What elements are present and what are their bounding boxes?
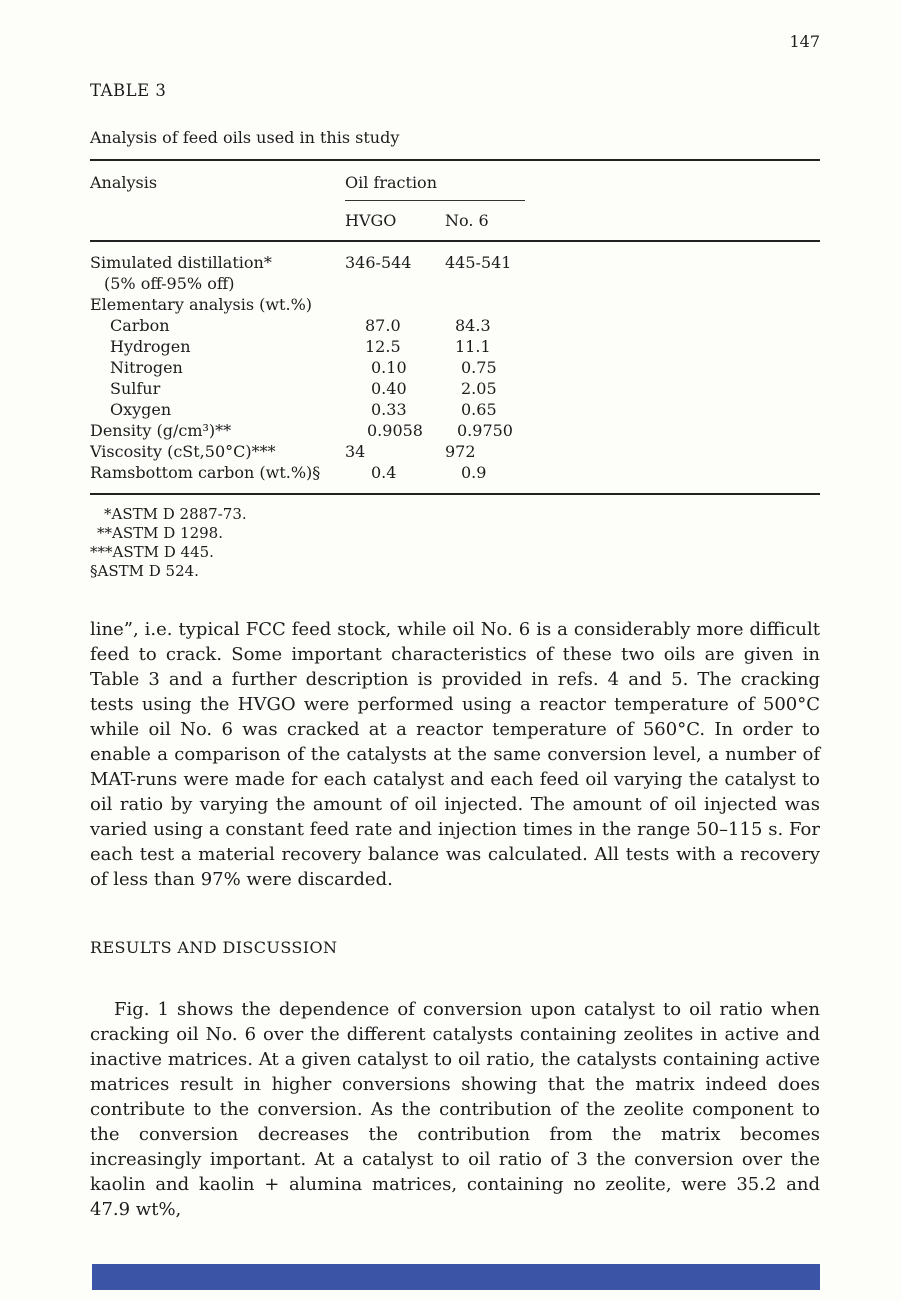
- row-value-no6: 11.1: [455, 337, 491, 356]
- table-header-row-2: [90, 201, 820, 242]
- table-row: [90, 315, 820, 336]
- row-label: Ramsbottom carbon (wt.%)§: [90, 463, 321, 482]
- table-row: [90, 462, 820, 483]
- table-row: [90, 420, 820, 441]
- table-row: [90, 294, 820, 315]
- row-value-hvgo: 0.10: [371, 358, 407, 377]
- row-label: Carbon: [110, 316, 170, 335]
- page-number: 147: [789, 32, 820, 51]
- row-label-line1: Simulated distillation*: [90, 253, 272, 272]
- row-value-no6: 0.75: [461, 358, 497, 377]
- footnote: *ASTM D 2887-73.: [104, 505, 247, 523]
- row-value-no6: 445-541: [445, 253, 512, 272]
- row-value-no6: 0.65: [461, 400, 497, 419]
- bottom-blue-bar: [92, 1264, 820, 1290]
- row-value-hvgo: 12.5: [365, 337, 401, 356]
- column-group: [345, 173, 820, 201]
- row-label: Nitrogen: [110, 358, 183, 377]
- page-content: [90, 0, 820, 1222]
- column-header-hvgo: HVGO: [345, 211, 397, 230]
- row-value-hvgo: 0.33: [371, 400, 407, 419]
- row-value-hvgo: 34: [345, 442, 366, 461]
- feed-oils-table: [90, 159, 820, 495]
- row-value-no6: 972: [445, 442, 476, 461]
- table-caption: Analysis of feed oils used in this study: [90, 128, 400, 147]
- row-value-hvgo: 0.4: [371, 463, 397, 482]
- row-label: Hydrogen: [110, 337, 191, 356]
- row-label: Density (g/cm³)**: [90, 421, 232, 440]
- body-paragraph-2: Fig. 1 shows the dependence of conversion upon catalyst to oil ratio when cracking oil No. 6 over the different catalysts containing zeolites in active and inactive matrices. At a given catalyst to oil ratio, the catalysts containing active matrices result in higher conversions showing that the matrix indeed does contribute to the conversion. As the contribution of the zeolite component to the conversion decreases the contribution from the matrix becomes increasingly important. At a catalyst to oil ratio of 3 the conversion over the kaolin and kaolin + alumina matrices, containing no zeolite, were 35.2 and 47.9 wt%,: [90, 999, 820, 1220]
- footnote: ***ASTM D 445.: [90, 543, 214, 561]
- table-row: [90, 252, 820, 294]
- row-value-hvgo: 0.9058: [367, 421, 423, 440]
- column-header-no6: No. 6: [445, 211, 489, 230]
- column-group-header: Oil fraction: [345, 173, 525, 201]
- table-number-label: TABLE 3: [90, 81, 167, 100]
- row-value-no6: 84.3: [455, 316, 491, 335]
- table-row: [90, 378, 820, 399]
- row-value-hvgo: 87.0: [365, 316, 401, 335]
- table-row: [90, 441, 820, 462]
- row-value-hvgo: 0.40: [371, 379, 407, 398]
- row-label: Elementary analysis (wt.%): [90, 295, 313, 314]
- row-label: Viscosity (cSt,50°C)***: [90, 442, 276, 461]
- section-heading: RESULTS AND DISCUSSION: [90, 938, 338, 957]
- table-header-row-1: [90, 161, 820, 201]
- row-label: [90, 252, 345, 294]
- body-paragraph-1: line”, i.e. typical FCC feed stock, while oil No. 6 is a considerably more difficult feed to crack. Some important characteristics of these two oils are given in Table 3 and a further description is provided in refs. 4 and 5. The cracking tests using the HVGO were performed using a reactor temperature of 500°C while oil No. 6 was cracked at a reactor temperature of 560°C. In order to enable a comparison of the catalysts at the same conversion level, a number of MAT-runs were made for each catalyst and each feed oil varying the catalyst to oil ratio by varying the amount of oil injected. The amount of oil injected was varied using a constant feed rate and injection times in the range 50–115 s. For each test a material recovery balance was calculated. All tests with a recovery of less than 97% were discarded.: [90, 619, 820, 890]
- table-body: [90, 242, 820, 495]
- row-label-line2: (5% off-95% off): [104, 274, 235, 293]
- row-value-no6: 0.9750: [457, 421, 513, 440]
- row-label: Sulfur: [110, 379, 161, 398]
- footnote: **ASTM D 1298.: [97, 524, 223, 542]
- row-value-no6: 0.9: [461, 463, 487, 482]
- footnote: §ASTM D 524.: [90, 562, 199, 580]
- table-row: [90, 357, 820, 378]
- table-footnotes: [90, 505, 820, 581]
- table-row: [90, 399, 820, 420]
- row-value-hvgo: 346-544: [345, 253, 412, 272]
- row-label: Oxygen: [110, 400, 172, 419]
- table-row: [90, 336, 820, 357]
- column-header-analysis: Analysis: [90, 173, 158, 192]
- row-value-no6: 2.05: [461, 379, 497, 398]
